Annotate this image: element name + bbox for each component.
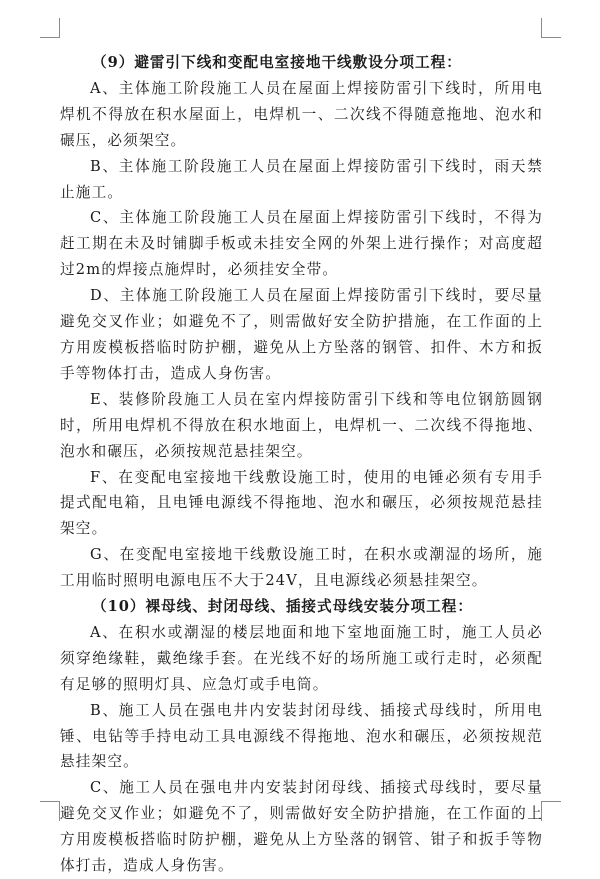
crop-mark-top-left [59,18,60,38]
section-9-item-a: A、主体施工阶段施工人员在屋面上焊接防雷引下线时，所用电焊机不得放在积水屋面上，电焊机一、二次线不得随意拖地、泡水和碾压，必须架空。 [60,79,543,149]
section-9-item-f: F、在变配电室接地干线敷设施工时，使用的电锤必须有专用手提式配电箱，且电锤电源线不得拖地、泡水和碾压，必须按规范悬挂架空。 [60,468,543,538]
section-10-item-b: B、施工人员在强电井内安装封闭母线、插接式母线时，所用电锤、电钻等手持电动工具电源线不得拖地、泡水和碾压，必须按规范悬挂架空。 [60,701,543,771]
section-10-item-a: A、在积水或潮湿的楼层地面和地下室地面施工时，施工人员必须穿绝缘鞋，戴绝缘手套。在光线不好的场所施工或行走时，必须配有足够的照明灯具、应急灯或手电筒。 [60,623,543,693]
crop-mark-bottom-right [541,801,561,802]
crop-mark-top-left [40,37,60,38]
section-9-item-d: D、主体施工阶段施工人员在屋面上焊接防雷引下线时，要尽量避免交叉作业；如避免不了，则需做好安全防护措施，在工作面的上方用废模板搭临时防护棚，避免从上方坠落的钢管、扣件、木方和扳手等物体打击，造成人身伤害。 [60,287,543,382]
section-10-heading: （10）裸母线、封闭母线、插接式母线安装分项工程： [92,598,473,616]
section-9-heading: （9）避雷引下线和变配电室接地干线敷设分项工程： [92,54,462,71]
section-10-item-c: C、施工人员在强电井内安装封闭母线、插接式母线时，要尽量避免交叉作业；如避免不了，则需做好安全防护措施，在工作面的上方用废模板搭临时防护棚，避免从上方坠落的钢管、钳子和扳手等物体打击，造成人身伤害。 [60,779,543,875]
section-9-item-b: B、主体施工阶段施工人员在屋面上焊接防雷引下线时，雨天禁止施工。 [60,157,543,201]
crop-mark-top-right [541,18,542,38]
document-body [60,50,543,879]
section-9-item-g: G、在变配电室接地干线敷设施工时，在积水或潮湿的场所，施工用临时照明电源电压不大于24V，且电源线必须悬挂架空。 [60,546,543,590]
crop-mark-bottom-left [40,801,60,802]
crop-mark-top-right [541,37,561,38]
section-9-item-c: C、主体施工阶段施工人员在屋面上焊接防雷引下线时，不得为赶工期在未及时铺脚手板或未挂安全网的外架上进行操作；对高度超过2m的焊接点施焊时，必须挂安全带。 [60,209,543,279]
section-9-item-e: E、装修阶段施工人员在室内焊接防雷引下线和等电位钢筋圆钢时，所用电焊机不得放在积水地面上，电焊机一、二次线不得拖地、泡水和碾压，必须按规范悬挂架空。 [60,390,543,460]
